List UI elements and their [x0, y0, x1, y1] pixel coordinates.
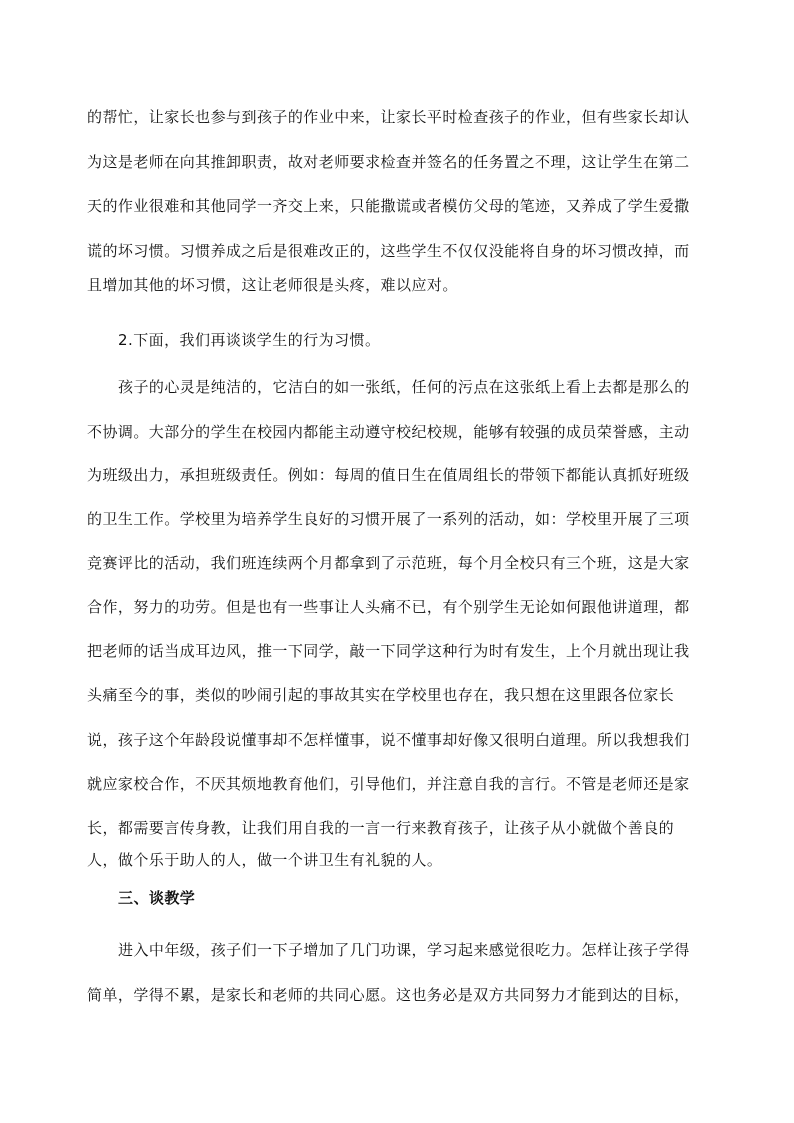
- paragraph-line: 合作，努力的功劳。但是也有一些事让人头痛不已，有个别学生无论如何跟他讲道理，都: [87, 598, 690, 616]
- paragraph-line: 孩子的心灵是纯洁的，它洁白的如一张纸，任何的污点在这张纸上看上去都是那么的: [118, 378, 690, 396]
- paragraph-line: 竞赛评比的活动，我们班连续两个月都拿到了示范班，每个月全校只有三个班，这是大家: [87, 554, 690, 572]
- paragraph-line: 简单，学得不累，是家长和老师的共同心愿。这也务必是双方共同努力才能到达的目标，: [87, 986, 690, 1004]
- section-heading: 三、谈教学: [118, 889, 196, 907]
- paragraph-line: 谎的坏习惯。习惯养成之后是很难改正的，这些学生不仅仅没能将自身的坏习惯改掉，而: [87, 242, 690, 260]
- paragraph-line: 头痛至今的事，类似的吵闹引起的事故其实在学校里也存在，我只想在这里跟各位家长: [87, 686, 675, 704]
- paragraph-line: 为班级出力，承担班级责任。例如：每周的值日生在值周组长的带领下都能认真抓好班级: [87, 466, 690, 484]
- paragraph-line: 把老师的话当成耳边风，推一下同学，敲一下同学这种行为时有发生，上个月就出现让我: [87, 642, 690, 660]
- paragraph-line: 进入中年级，孩子们一下子增加了几门功课，学习起来感觉很吃力。怎样让孩子学得: [118, 941, 690, 959]
- paragraph-line: 长，都需要言传身教，让我们用自我的一言一行来教育孩子，让孩子从小就做个善良的: [87, 819, 675, 837]
- paragraph-line: 的卫生工作。学校里为培养学生良好的习惯开展了一系列的活动，如：学校里开展了三项: [87, 510, 690, 528]
- paragraph-line: 人，做个乐于助人的人，做一个讲卫生有礼貌的人。: [87, 851, 443, 869]
- paragraph-line: 就应家校合作，不厌其烦地教育他们，引导他们，并注意自我的言行。不管是老师还是家: [87, 775, 690, 793]
- paragraph-line: 的帮忙，让家长也参与到孩子的作业中来，让家长平时检查孩子的作业，但有些家长却认: [87, 108, 690, 126]
- section-subheading: 2.下面，我们再谈谈学生的行为习惯。: [118, 331, 381, 349]
- paragraph-line: 说，孩子这个年龄段说懂事却不怎样懂事，说不懂事却好像又很明白道理。所以我想我们: [87, 731, 690, 749]
- paragraph-line: 为这是老师在向其推卸职责，故对老师要求检查并签名的任务置之不理，这让学生在第二: [87, 153, 690, 171]
- paragraph-line: 不协调。大部分的学生在校园内都能主动遵守校纪校规，能够有较强的成员荣誉感，主动: [87, 423, 690, 441]
- paragraph-line: 天的作业很难和其他同学一齐交上来，只能撒谎或者模仿父母的笔迹，又养成了学生爱撒: [87, 197, 690, 215]
- paragraph-line: 且增加其他的坏习惯，这让老师很是头疼，难以应对。: [87, 276, 458, 294]
